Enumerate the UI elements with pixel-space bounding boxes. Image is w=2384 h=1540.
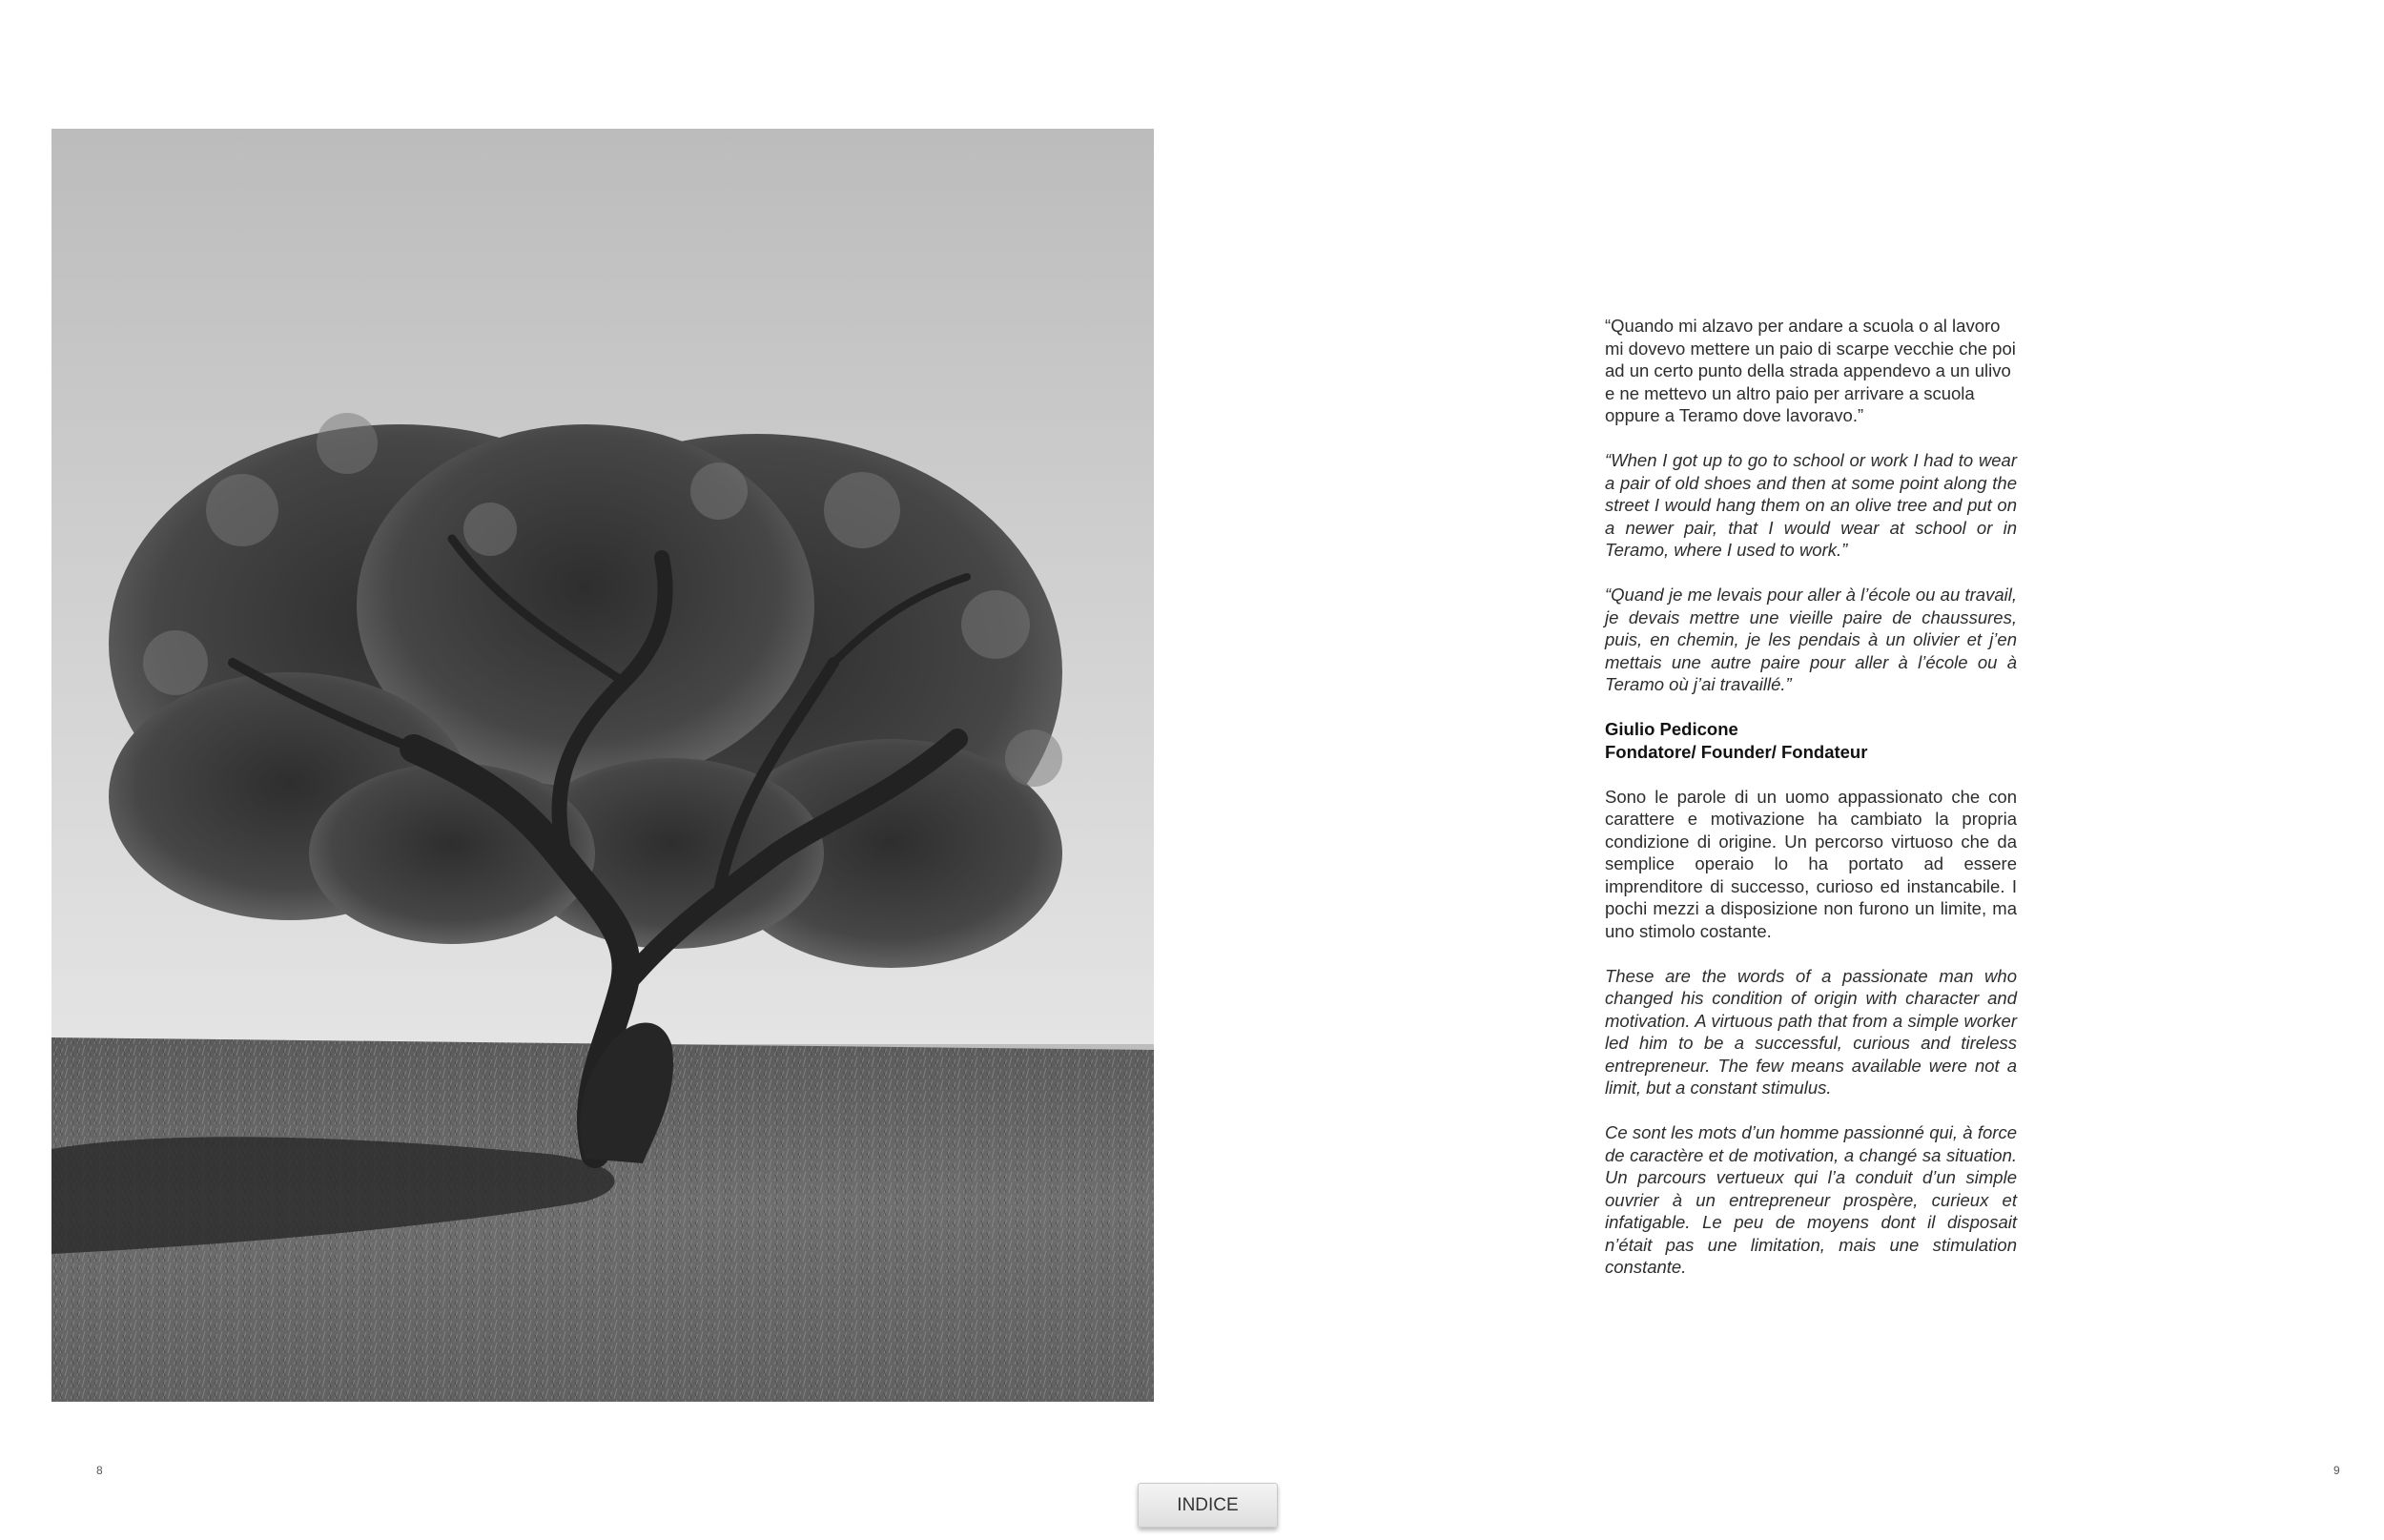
signature-block	[1605, 718, 2017, 763]
text-column	[1605, 315, 2017, 1301]
olive-tree-photo	[51, 129, 1154, 1402]
description-french: Ce sont les mots d’un homme passionné qui, à force de caractère et de motivation, a changé sa situation. Un parcours vertueux qui l’a conduit d’un simple ouvrier à un entrepreneur prospère, curieux et infatigable. Le peu de moyens dont il disposait n’était pas une limitation, mais une stimulation constante.	[1605, 1122, 2017, 1277]
founder-role: Fondatore/ Founder/ Fondateur	[1605, 741, 1868, 762]
description-italian: Sono le parole di un uomo appassionato che con carattere e motivazione ha cambiato la propria condizione di origine. Un percorso virtuoso che da semplice operaio lo ha portato ad essere imprenditore di successo, curioso ed instancabile. I pochi mezzi a disposizione non furono un limite, ma uno stimolo costante.	[1605, 786, 2017, 941]
quote-italian: “Quando mi alzavo per andare a scuola o al lavoro mi dovevo mettere un paio di scarpe vecchie che poi ad un certo punto della strada appendevo a un ulivo e ne mettevo un altro paio per arrivare a scuola oppure a Teramo dove lavoravo.”	[1605, 316, 2016, 425]
quote-french: “Quand je me levais pour aller à l’école ou au travail, je devais mettre une vieille paire de chaussures, puis, en chemin, je les pendais à un olivier et j’en mettais une autre paire pour aller à l’école ou à Teramo où j’ai travaillé.”	[1605, 585, 2017, 694]
page-number-right: 9	[2333, 1464, 2340, 1477]
index-button[interactable]: INDICE	[1138, 1483, 1278, 1528]
page-number-left: 8	[96, 1464, 103, 1477]
description-english: These are the words of a passionate man who changed his condition of origin with character and motivation. A virtuous path that from a simple worker led him to be a successful, curious and tireless entrepreneur. The few means available were not a limit, but a constant stimulus.	[1605, 965, 2017, 1098]
founder-name: Giulio Pedicone	[1605, 719, 1738, 739]
quote-english: “When I got up to go to school or work I had to wear a pair of old shoes and then at some point along the street I would hang them on an olive tree and put on a newer pair, that I would wear at school or in Teramo, where I used to work.”	[1605, 450, 2017, 560]
